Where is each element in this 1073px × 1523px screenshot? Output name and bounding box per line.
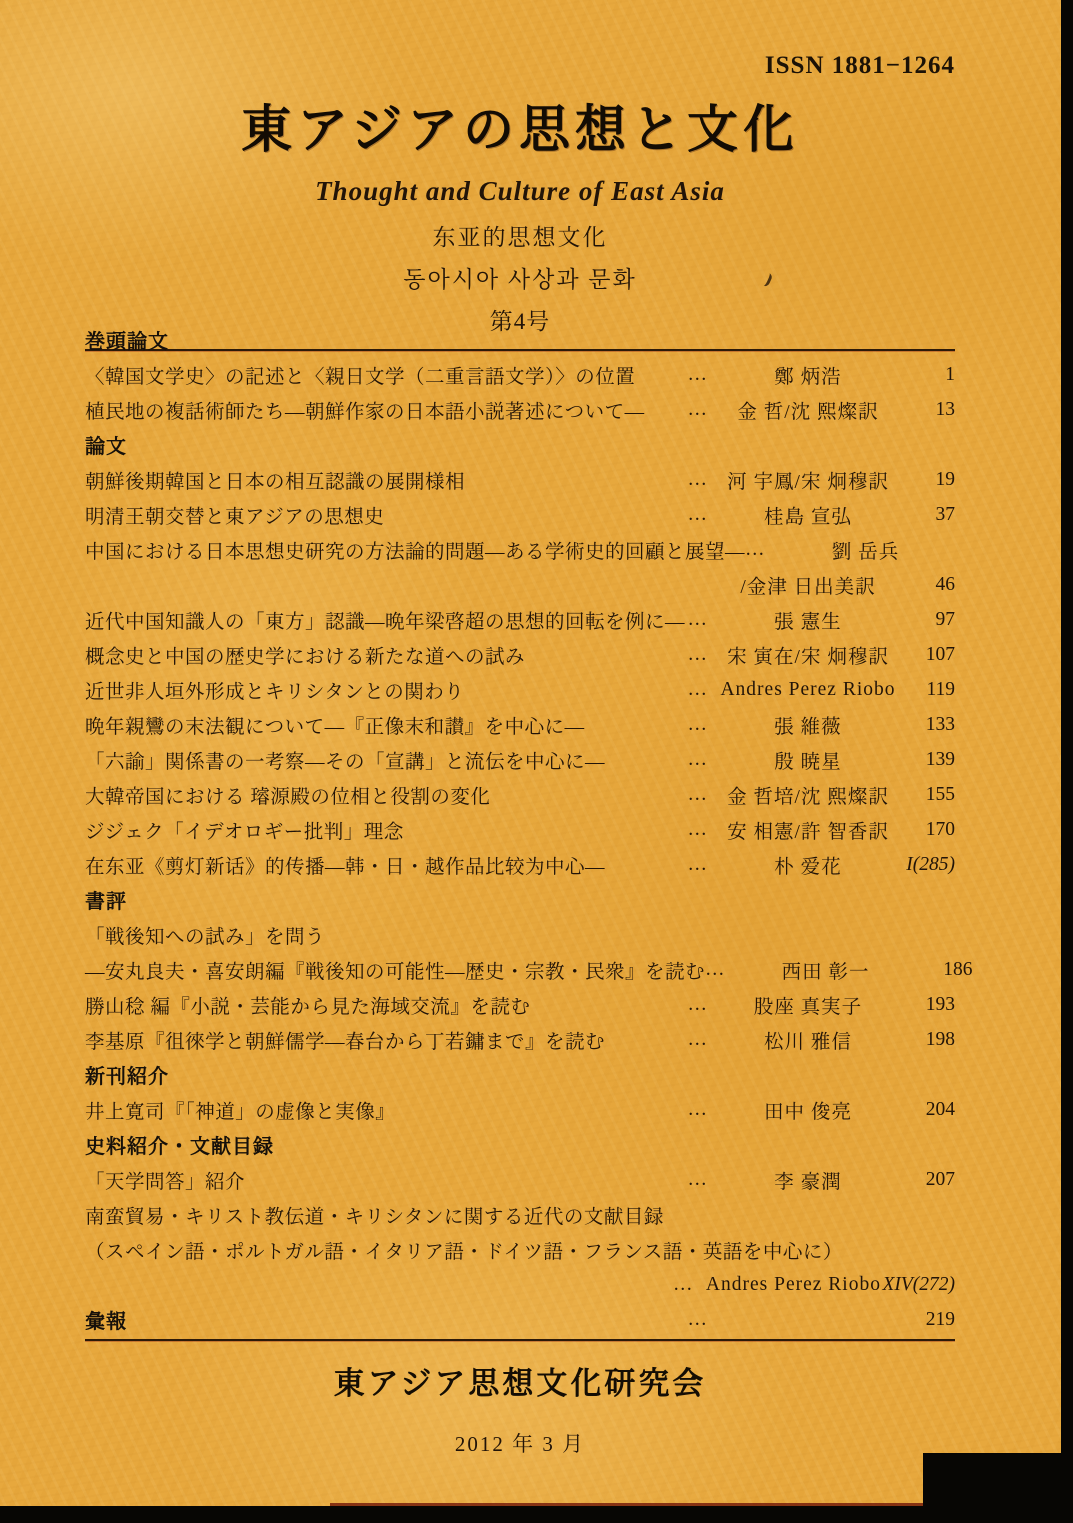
publication-date: 2012 年 3 月 xyxy=(454,1432,586,1456)
toc-entry-title: 中国における日本思想史研究の方法論的問題―ある学術史的回顧と展望― xyxy=(85,541,746,563)
toc-leader-dots: … xyxy=(687,398,709,420)
toc-leader-dots: … xyxy=(672,1273,695,1295)
toc-entry-author: 張 憲生 xyxy=(774,611,842,633)
toc-entry-author: 安 相憲/許 智香訳 xyxy=(727,821,889,843)
toc-entry-page: XIV(272) xyxy=(882,1273,955,1295)
toc-entry-title: 大韓帝国における 璿源殿の位相と役割の変化 xyxy=(85,786,491,808)
toc-entry-title: 勝山稔 編『小説・芸能から見た海域交流』を読む xyxy=(85,996,531,1018)
toc-leader-dots: … xyxy=(687,713,709,735)
toc-entry-row xyxy=(85,987,955,1022)
toc-entry-row xyxy=(85,637,955,672)
toc-entry-author: 金 哲培/沈 熙燦訳 xyxy=(727,786,889,808)
toc-entry-row xyxy=(85,1022,955,1057)
toc-entry-title: 「六諭」関係書の一考察―その「宣講」と流伝を中心に― xyxy=(85,751,606,773)
toc-entry-title: 李基原『徂徠学と朝鮮儒学―春台から丁若鏞まで』を読む xyxy=(85,1031,606,1053)
journal-title-english: Thought and Culture of East Asia xyxy=(315,176,725,206)
toc-leader-dots: … xyxy=(687,643,709,665)
toc-entry-row xyxy=(85,1162,955,1197)
scan-edge-right xyxy=(1061,0,1073,1523)
toc-leader-dots: … xyxy=(687,853,709,875)
toc-entry-author: 張 維薇 xyxy=(774,716,842,738)
toc-entry-title: 南蛮貿易・キリスト教伝道・キリシタンに関する近代の文献目録 xyxy=(85,1206,664,1228)
toc-entry-row xyxy=(85,532,955,567)
toc-entry-page: 46 xyxy=(935,573,955,595)
toc-entry-title: 「天学問答」紹介 xyxy=(85,1171,246,1193)
toc-entry-title: 晩年親鸞の末法観について―『正像末和讃』を中心に― xyxy=(85,716,585,738)
toc-entry-author: 松川 雅信 xyxy=(764,1031,852,1053)
toc-entry-title: 史料紹介・文献目録 xyxy=(85,1136,274,1158)
toc-entry-page: 170 xyxy=(925,818,955,840)
toc-entry-author: 河 宇鳳/宋 炯穆訳 xyxy=(727,471,889,493)
toc-entry-title: 論文 xyxy=(85,436,127,458)
footer-divider-rule xyxy=(85,1339,955,1341)
journal-title-chinese: 东亚的思想文化 xyxy=(432,225,608,250)
toc-entry-row xyxy=(85,1232,955,1267)
toc-entry-page: 207 xyxy=(925,1168,955,1190)
toc-entry-row xyxy=(85,357,955,392)
toc-section-heading xyxy=(85,1057,955,1092)
toc-entry-page: 198 xyxy=(925,1028,955,1050)
table-of-contents xyxy=(85,322,973,1341)
toc-entry-page: 37 xyxy=(935,503,955,525)
toc-entry-page: I(285) xyxy=(906,853,955,875)
toc-leader-dots: … xyxy=(687,783,709,805)
toc-entry-title: ジジェク「イデオロギー批判」理念 xyxy=(85,821,404,843)
toc-entry-author: 劉 岳兵 xyxy=(831,541,900,563)
toc-leader-dots: … xyxy=(687,1168,709,1190)
toc-entry-row xyxy=(85,602,955,637)
toc-leader-dots: … xyxy=(687,1098,709,1120)
toc-entry-title: 書評 xyxy=(85,891,127,913)
toc-entry-page: 13 xyxy=(935,398,955,420)
toc-leader-dots: … xyxy=(705,958,727,980)
toc-section-heading xyxy=(85,322,955,357)
toc-entry-author: 李 豪潤 xyxy=(774,1171,842,1193)
toc-entry-title: 彙報 xyxy=(85,1311,127,1333)
toc-entry-author: 桂島 宣弘 xyxy=(764,506,852,528)
toc-entry-author: 西田 彰一 xyxy=(781,961,870,983)
toc-entry-author: Andres Perez Riobo xyxy=(705,1273,881,1295)
toc-entry-row xyxy=(85,392,955,427)
toc-entry-title: 概念史と中国の歴史学における新たな道への試み xyxy=(85,646,526,668)
scan-edge-bottom xyxy=(0,1506,1073,1523)
toc-entry-title: 〈韓国文学史〉の記述と〈親日文学（二重言語文学）〉の位置 xyxy=(85,366,636,388)
toc-entry-row xyxy=(85,812,955,847)
toc-entry-title: 近世非人垣外形成とキリシタンとの関わり xyxy=(85,681,465,703)
toc-entry-row xyxy=(85,1197,955,1232)
toc-entry-row xyxy=(85,672,955,707)
journal-title-japanese: 東アジアの思想と文化 xyxy=(241,103,799,159)
toc-entry-author: 鄭 炳浩 xyxy=(774,366,842,388)
toc-entry-page: 97 xyxy=(935,608,955,630)
toc-entry-page: 193 xyxy=(925,993,955,1015)
toc-entry-page: 219 xyxy=(925,1308,955,1330)
toc-leader-dots: … xyxy=(687,468,709,490)
toc-leader-dots: … xyxy=(687,1308,709,1330)
toc-entry-author: 殷 暁星 xyxy=(774,751,842,773)
toc-entry-title: 巻頭論文 xyxy=(85,331,169,353)
toc-entry-page: 133 xyxy=(925,713,955,735)
toc-entry-row xyxy=(85,742,955,777)
toc-entry-row xyxy=(85,917,955,952)
toc-entry-author: /金津 日出美訳 xyxy=(740,576,876,598)
toc-leader-dots: … xyxy=(687,363,709,385)
toc-entry-title: 「戦後知への試み」を問う xyxy=(85,926,326,948)
toc-section-heading xyxy=(85,882,955,917)
toc-leader-dots: … xyxy=(687,1028,709,1050)
toc-entry-row xyxy=(85,847,955,882)
toc-entry-row xyxy=(85,1092,955,1127)
toc-section-heading xyxy=(85,427,955,462)
toc-entry-title: 朝鮮後期韓国と日本の相互認識の展開様相 xyxy=(85,471,466,493)
toc-entry-row xyxy=(85,707,955,742)
toc-entry-author: Andres Perez Riobo xyxy=(720,678,896,700)
toc-leader-dots: … xyxy=(687,818,709,840)
toc-entry-author: 金 哲/沈 熙燦訳 xyxy=(737,401,879,423)
publisher-name: 東アジア思想文化研究会 xyxy=(333,1366,707,1401)
toc-entry-author: 田中 俊亮 xyxy=(764,1101,852,1123)
toc-leader-dots: … xyxy=(687,503,709,525)
toc-entry-author: 宋 寅在/宋 炯穆訳 xyxy=(727,646,889,668)
toc-leader-dots: … xyxy=(687,748,709,770)
toc-entry-row xyxy=(85,1267,955,1302)
toc-entry-row xyxy=(85,777,955,812)
toc-entry-page: 107 xyxy=(925,643,955,665)
toc-entry-page: 186 xyxy=(943,958,973,980)
toc-entry-title: 植民地の複話術師たち―朝鮮作家の日本語小説著述について― xyxy=(85,401,645,423)
toc-section-heading xyxy=(85,1127,955,1162)
toc-entry-author: 股座 真実子 xyxy=(753,996,863,1018)
toc-entry-page: 1 xyxy=(945,363,955,385)
toc-entry-page: 204 xyxy=(925,1098,955,1120)
toc-entry-title: 明清王朝交替と東アジアの思想史 xyxy=(85,506,385,528)
toc-entry-page: 155 xyxy=(925,783,955,805)
issue-number: 第4号 xyxy=(489,309,551,334)
toc-entry-page: 119 xyxy=(926,678,955,700)
toc-entry-row xyxy=(85,567,955,602)
toc-entry-title: ―安丸良夫・喜安朗編『戦後知の可能性―歴史・宗教・民衆』を読む xyxy=(85,961,706,983)
toc-entry-page: 19 xyxy=(935,468,955,490)
toc-leader-dots: … xyxy=(745,538,767,560)
toc-entry-title: （スペイン語・ポルトガル語・イタリア語・ドイツ語・フランス語・英語を中心に） xyxy=(85,1241,843,1263)
toc-entry-title: 近代中国知識人の「東方」認識―晩年梁啓超の思想的回転を例に― xyxy=(85,611,686,633)
toc-entry-title: 新刊紹介 xyxy=(85,1066,169,1088)
toc-entry-title: 井上寛司『「神道」の虚像と実像』 xyxy=(85,1101,396,1123)
toc-entry-row xyxy=(85,462,955,497)
toc-leader-dots: … xyxy=(687,608,709,630)
toc-entry-title: 在东亚《剪灯新话》的传播―韩・日・越作品比较为中心― xyxy=(85,856,606,878)
toc-entry-author: 朴 爱花 xyxy=(774,856,842,878)
cover-header xyxy=(85,0,955,351)
journal-title-korean: 동아시아 사상과 문화 xyxy=(403,267,637,292)
toc-section-heading xyxy=(85,1302,955,1337)
toc-entry-row xyxy=(85,497,955,532)
toc-leader-dots: … xyxy=(687,993,709,1015)
toc-entry-row xyxy=(85,952,973,987)
issn-number: ISSN 1881−1264 xyxy=(764,52,955,79)
toc-leader-dots: … xyxy=(687,678,709,700)
toc-entry-page: 139 xyxy=(925,748,955,770)
